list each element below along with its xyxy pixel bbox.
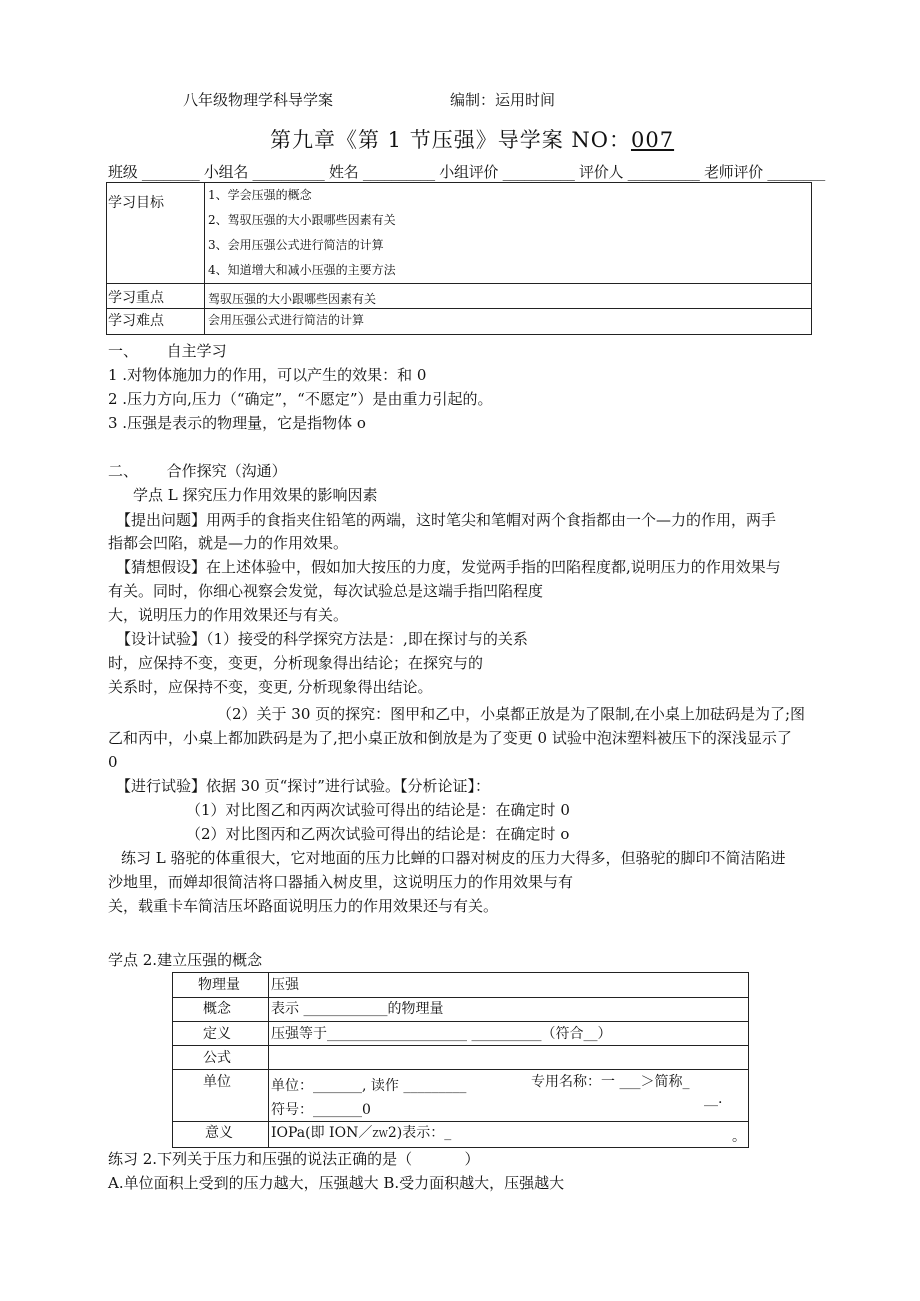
section2-line: 【设计试验】（1）接受的科学探究方法是：,即在探讨与的关系 [116,630,528,648]
goals-table-divider [204,183,205,334]
section2-line: （2）对比图丙和乙两次试验可得出的结论是：在确定时 o [186,825,570,843]
student-info-row: 班级 ________ 小组名 __________ 姓名 __________ 小组评价 __________ 评价人 __________ 老师评价 ________ [108,163,825,181]
section2-line: 【进行试验】依据 30 页“探讨”进行试验。【分析论证】： [116,777,490,795]
table-row-content: 压强 [271,977,299,993]
title-number: 007 [630,128,675,152]
section2-line: （1）对比图乙和丙两次试验可得出的结论是：在确定时 0 [186,801,570,819]
difficulty-label: 学习难点 [108,313,164,329]
goals-table-rule [107,308,811,309]
concept-table-rule [173,1121,748,1122]
section2-line: 大，说明压力的作用效果还与有关。 [108,606,349,624]
concept-table-rule [173,1069,748,1070]
section1-item: 2 .压力方向,压力（“确定”，“不愿定”）是由重力引起的。 [108,390,493,408]
table-row-content: 压强等于____________________ __________（符合__） [271,1026,612,1042]
goal-item: 4、知道增大和减小压强的主要方法 [208,263,396,277]
section2-line: 关系时，应保持不变，变更, 分析现象得出结论。 [108,678,433,696]
section2-line: 0 [108,753,118,771]
subject-title: 八年级物理学科导学案 [183,91,334,109]
table-row-content: 表示 ____________的物理量 [271,1001,444,1017]
goal-item: 2、驾驭压强的大小跟哪些因素有关 [208,213,396,227]
goals-label: 学习目标 [108,195,164,211]
table-row-content-second-right: __. [704,1091,723,1107]
table-row-label: 单位 [203,1074,231,1090]
title-main: 第九章《第 1 节压强》导学案 NO： [270,128,631,152]
goal-item: 1、学会压强的概念 [208,188,312,202]
table-row-label: 物理量 [198,977,240,993]
section1-item: 3 .压强是表示的物理量，它是指物体 o [108,414,366,432]
point1-heading: 学点 L 探究压力作用效果的影响因素 [133,486,378,504]
goal-item: 3、会用压强公式进行简洁的计算 [208,238,384,252]
section2-line: 乙和丙中，小桌上都加跌码是为了,把小桌正放和倒放是为了变更 0 试验中泡沫塑料被压下的深浅显示了 [108,729,792,747]
concept-table-rule [173,997,748,998]
section2-line: 有关。同时，你细心视察会发觉，每次试验总是这端手指凹陷程度 [108,582,544,600]
meaning-text: IOPa(即 ION／ [271,1125,373,1141]
meaning-tail: 2)表示：_ [387,1125,452,1141]
key-label: 学习重点 [108,290,164,306]
table-row-content [271,1124,451,1145]
table-row-label: 定义 [203,1026,231,1042]
concept-table-rule [173,1021,748,1022]
section2-line: 【猜想假设】在上述体验中，假如加大按压的力度，发觉两手指的凹陷程度都,说明压力的作用效果与 [116,558,781,576]
section2-heading: 二、 合作探究（沟通） [108,462,287,480]
concept-table-rule [173,1045,748,1046]
section2-line: 关，载重卡车简洁压坏路面说明压力的作用效果还与有关。 [108,897,499,915]
key-text: 驾驭压强的大小跟哪些因素有关 [208,292,377,306]
difficulty-text: 会用压强公式进行简洁的计算 [208,313,365,327]
section2-line: （2）关于 30 页的探究：图甲和乙中，小桌都正放是为了限制,在小桌上加砝码是为了;图 [217,705,805,723]
goals-table-rule [107,283,811,284]
table-row-label: 意义 [205,1125,233,1141]
exercise2-options: A.单位面积上受到的压力越大，压强越大 B.受力面积越大，压强越大 [108,1174,565,1192]
table-row-label: 公式 [203,1050,231,1066]
table-row-label: 概念 [203,1001,231,1017]
section1-heading: 一、 自主学习 [108,342,227,360]
point2-heading: 学点 2.建立压强的概念 [108,951,263,969]
table-row-content: 单位：_______, 读作 _________ [271,1078,467,1094]
section2-line: 【提出问题】用两手的食指夹住铅笔的两端，这时笔尖和笔帽对两个食指都由一个—力的作用，两手 [116,511,777,529]
table-row-content-right: 专用名称：一 ___＞简称_ [531,1074,690,1090]
section1-item: 1 .对物体施加力的作用，可以产生的效果：和 0 [108,366,427,384]
editor-info: 编制：运用时间 [450,91,556,109]
table-row-content-second: 符号：_______0 [271,1102,371,1118]
section2-line: 练习 L 骆驼的体重很大，它对地面的压力比蝉的口器对树皮的压力大得多，但骆驼的脚印不简洁陷进 [121,849,786,867]
meaning-subscript: ZW [372,1130,388,1140]
concept-table [172,972,749,1148]
section2-line: 指都会凹陷，就是—力的作用效果。 [108,534,349,552]
section2-line: 沙地里，而婵却很简洁将口器插入树皮里，这说明压力的作用效果与有 [108,873,574,891]
exercise2-question: 练习 2.下列关于压力和压强的说法正确的是（ ） [108,1150,480,1168]
meaning-end: 。 [732,1129,746,1145]
page-title [270,124,674,154]
section2-line: 时，应保持不变，变更，分析现象得出结论；在探究与的 [108,654,484,672]
